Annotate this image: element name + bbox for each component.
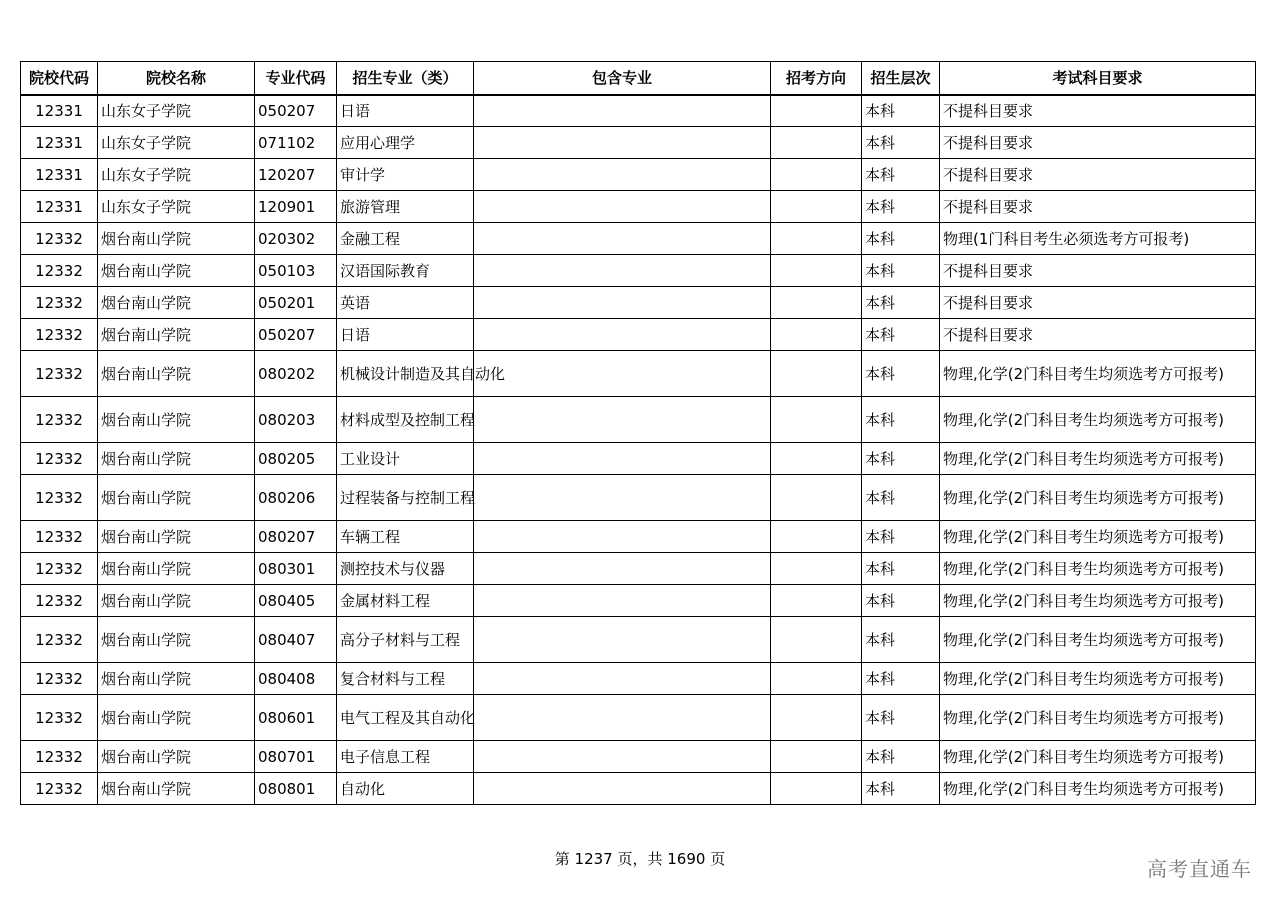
cell-level: 本科 [862, 773, 940, 805]
cell-school-name: 山东女子学院 [98, 95, 255, 127]
table-row [21, 695, 1256, 741]
cell-level: 本科 [862, 223, 940, 255]
cell-school-code: 12332 [21, 475, 98, 521]
cell-school-name: 山东女子学院 [98, 191, 255, 223]
cell-included-majors [474, 287, 771, 319]
table-header [21, 62, 1256, 95]
cell-subjects: 物理,化学(2门科目考生均须选考方可报考) [940, 443, 1256, 475]
table-row [21, 159, 1256, 191]
cell-school-code: 12332 [21, 397, 98, 443]
cell-school-name: 烟台南山学院 [98, 319, 255, 351]
cell-direction [771, 521, 862, 553]
cell-major-code: 071102 [255, 127, 337, 159]
cell-subjects: 不提科目要求 [940, 319, 1256, 351]
cell-school-name: 烟台南山学院 [98, 773, 255, 805]
page-number: 第 1237 页，共 1690 页 [554, 850, 726, 868]
cell-major: 日语 [337, 319, 474, 351]
cell-subjects: 物理(1门科目考生必须选考方可报考) [940, 223, 1256, 255]
cell-school-name: 山东女子学院 [98, 159, 255, 191]
cell-level: 本科 [862, 127, 940, 159]
table-row [21, 127, 1256, 159]
cell-included-majors [474, 443, 771, 475]
cell-major: 日语 [337, 95, 474, 127]
table-row [21, 617, 1256, 663]
cell-school-code: 12332 [21, 255, 98, 287]
cell-level: 本科 [862, 521, 940, 553]
header-included-majors: 包含专业 [474, 62, 771, 95]
cell-direction [771, 255, 862, 287]
cell-level: 本科 [862, 95, 940, 127]
cell-major-code: 080301 [255, 553, 337, 585]
cell-direction [771, 617, 862, 663]
cell-included-majors [474, 255, 771, 287]
cell-direction [771, 319, 862, 351]
cell-level: 本科 [862, 741, 940, 773]
cell-school-code: 12331 [21, 127, 98, 159]
cell-included-majors [474, 95, 771, 127]
table-row [21, 773, 1256, 805]
cell-level: 本科 [862, 159, 940, 191]
cell-major: 电气工程及其自动化 [337, 695, 474, 741]
cell-major-code: 050201 [255, 287, 337, 319]
table-row [21, 319, 1256, 351]
cell-school-name: 烟台南山学院 [98, 351, 255, 397]
cell-major-code: 020302 [255, 223, 337, 255]
cell-school-code: 12332 [21, 443, 98, 475]
cell-major-code: 080207 [255, 521, 337, 553]
cell-level: 本科 [862, 397, 940, 443]
cell-direction [771, 553, 862, 585]
cell-included-majors [474, 773, 771, 805]
cell-level: 本科 [862, 663, 940, 695]
cell-included-majors [474, 741, 771, 773]
cell-subjects: 物理,化学(2门科目考生均须选考方可报考) [940, 741, 1256, 773]
cell-major-code: 120901 [255, 191, 337, 223]
cell-included-majors [474, 351, 771, 397]
cell-major-code: 050207 [255, 95, 337, 127]
cell-level: 本科 [862, 191, 940, 223]
cell-included-majors [474, 521, 771, 553]
cell-level: 本科 [862, 617, 940, 663]
cell-included-majors [474, 663, 771, 695]
header-direction: 招考方向 [771, 62, 862, 95]
cell-major-code: 120207 [255, 159, 337, 191]
cell-subjects: 不提科目要求 [940, 127, 1256, 159]
cell-included-majors [474, 397, 771, 443]
cell-school-name: 烟台南山学院 [98, 397, 255, 443]
table-row [21, 351, 1256, 397]
cell-major: 工业设计 [337, 443, 474, 475]
header-school-code: 院校代码 [21, 62, 98, 95]
table-body [21, 95, 1256, 805]
cell-subjects: 物理,化学(2门科目考生均须选考方可报考) [940, 663, 1256, 695]
cell-subjects: 物理,化学(2门科目考生均须选考方可报考) [940, 475, 1256, 521]
cell-major: 材料成型及控制工程 [337, 397, 474, 443]
cell-direction [771, 287, 862, 319]
cell-direction [771, 741, 862, 773]
cell-level: 本科 [862, 695, 940, 741]
cell-level: 本科 [862, 255, 940, 287]
cell-major-code: 050207 [255, 319, 337, 351]
cell-included-majors [474, 475, 771, 521]
cell-subjects: 不提科目要求 [940, 159, 1256, 191]
cell-subjects: 物理,化学(2门科目考生均须选考方可报考) [940, 553, 1256, 585]
table-row [21, 443, 1256, 475]
cell-major: 电子信息工程 [337, 741, 474, 773]
cell-direction [771, 223, 862, 255]
cell-included-majors [474, 319, 771, 351]
cell-direction [771, 475, 862, 521]
cell-school-name: 烟台南山学院 [98, 553, 255, 585]
cell-level: 本科 [862, 443, 940, 475]
table-row [21, 255, 1256, 287]
table-row [21, 95, 1256, 127]
cell-major: 测控技术与仪器 [337, 553, 474, 585]
table-row [21, 585, 1256, 617]
cell-major: 复合材料与工程 [337, 663, 474, 695]
cell-direction [771, 397, 862, 443]
cell-subjects: 物理,化学(2门科目考生均须选考方可报考) [940, 585, 1256, 617]
cell-subjects: 物理,化学(2门科目考生均须选考方可报考) [940, 351, 1256, 397]
cell-major-code: 080203 [255, 397, 337, 443]
cell-school-name: 烟台南山学院 [98, 255, 255, 287]
cell-subjects: 物理,化学(2门科目考生均须选考方可报考) [940, 397, 1256, 443]
cell-major: 机械设计制造及其自动化 [337, 351, 474, 397]
cell-school-code: 12332 [21, 521, 98, 553]
cell-included-majors [474, 617, 771, 663]
cell-subjects: 物理,化学(2门科目考生均须选考方可报考) [940, 521, 1256, 553]
cell-major-code: 080206 [255, 475, 337, 521]
cell-major: 金属材料工程 [337, 585, 474, 617]
cell-direction [771, 443, 862, 475]
header-subjects: 考试科目要求 [940, 62, 1256, 95]
cell-major: 旅游管理 [337, 191, 474, 223]
table-row [21, 397, 1256, 443]
table-row [21, 287, 1256, 319]
cell-school-code: 12332 [21, 663, 98, 695]
cell-major: 汉语国际教育 [337, 255, 474, 287]
header-level: 招生层次 [862, 62, 940, 95]
table-row [21, 475, 1256, 521]
cell-level: 本科 [862, 475, 940, 521]
cell-major: 过程装备与控制工程 [337, 475, 474, 521]
cell-included-majors [474, 553, 771, 585]
cell-school-code: 12332 [21, 351, 98, 397]
cell-school-name: 烟台南山学院 [98, 223, 255, 255]
cell-major-code: 080205 [255, 443, 337, 475]
cell-included-majors [474, 191, 771, 223]
cell-school-name: 烟台南山学院 [98, 475, 255, 521]
cell-included-majors [474, 695, 771, 741]
cell-direction [771, 95, 862, 127]
cell-school-code: 12332 [21, 617, 98, 663]
cell-major-code: 050103 [255, 255, 337, 287]
cell-direction [771, 695, 862, 741]
cell-included-majors [474, 585, 771, 617]
cell-school-name: 烟台南山学院 [98, 521, 255, 553]
cell-major: 车辆工程 [337, 521, 474, 553]
cell-level: 本科 [862, 585, 940, 617]
cell-major-code: 080801 [255, 773, 337, 805]
cell-major: 金融工程 [337, 223, 474, 255]
cell-major-code: 080405 [255, 585, 337, 617]
cell-direction [771, 663, 862, 695]
cell-school-code: 12331 [21, 191, 98, 223]
cell-school-code: 12332 [21, 773, 98, 805]
cell-included-majors [474, 127, 771, 159]
cell-direction [771, 159, 862, 191]
table-row [21, 191, 1256, 223]
cell-major-code: 080701 [255, 741, 337, 773]
cell-school-name: 烟台南山学院 [98, 663, 255, 695]
cell-subjects: 不提科目要求 [940, 255, 1256, 287]
watermark: 高考直通车 [1147, 857, 1252, 881]
cell-major-code: 080407 [255, 617, 337, 663]
header-major-code: 专业代码 [255, 62, 337, 95]
cell-school-name: 山东女子学院 [98, 127, 255, 159]
cell-direction [771, 191, 862, 223]
cell-subjects: 不提科目要求 [940, 287, 1256, 319]
cell-school-code: 12332 [21, 585, 98, 617]
cell-subjects: 物理,化学(2门科目考生均须选考方可报考) [940, 773, 1256, 805]
cell-major: 审计学 [337, 159, 474, 191]
header-school-name: 院校名称 [98, 62, 255, 95]
cell-major: 应用心理学 [337, 127, 474, 159]
cell-school-code: 12332 [21, 319, 98, 351]
cell-major-code: 080408 [255, 663, 337, 695]
cell-included-majors [474, 159, 771, 191]
cell-school-code: 12332 [21, 287, 98, 319]
cell-level: 本科 [862, 287, 940, 319]
cell-school-code: 12332 [21, 695, 98, 741]
cell-included-majors [474, 223, 771, 255]
cell-direction [771, 351, 862, 397]
cell-level: 本科 [862, 553, 940, 585]
cell-subjects: 物理,化学(2门科目考生均须选考方可报考) [940, 695, 1256, 741]
header-major: 招生专业（类） [337, 62, 474, 95]
table-row [21, 663, 1256, 695]
table-row [21, 223, 1256, 255]
cell-school-code: 12332 [21, 741, 98, 773]
cell-direction [771, 585, 862, 617]
cell-school-code: 12331 [21, 159, 98, 191]
cell-major-code: 080202 [255, 351, 337, 397]
cell-major: 英语 [337, 287, 474, 319]
cell-school-code: 12331 [21, 95, 98, 127]
cell-school-name: 烟台南山学院 [98, 617, 255, 663]
cell-school-name: 烟台南山学院 [98, 695, 255, 741]
table-row [21, 553, 1256, 585]
table-row [21, 741, 1256, 773]
cell-school-code: 12332 [21, 553, 98, 585]
cell-subjects: 物理,化学(2门科目考生均须选考方可报考) [940, 617, 1256, 663]
cell-subjects: 不提科目要求 [940, 191, 1256, 223]
cell-subjects: 不提科目要求 [940, 95, 1256, 127]
cell-major-code: 080601 [255, 695, 337, 741]
cell-school-name: 烟台南山学院 [98, 443, 255, 475]
cell-school-name: 烟台南山学院 [98, 741, 255, 773]
cell-major: 自动化 [337, 773, 474, 805]
cell-school-code: 12332 [21, 223, 98, 255]
cell-direction [771, 127, 862, 159]
admission-table [20, 61, 1256, 805]
cell-major: 高分子材料与工程 [337, 617, 474, 663]
cell-level: 本科 [862, 351, 940, 397]
table-row [21, 521, 1256, 553]
cell-level: 本科 [862, 319, 940, 351]
cell-school-name: 烟台南山学院 [98, 585, 255, 617]
cell-direction [771, 773, 862, 805]
cell-school-name: 烟台南山学院 [98, 287, 255, 319]
